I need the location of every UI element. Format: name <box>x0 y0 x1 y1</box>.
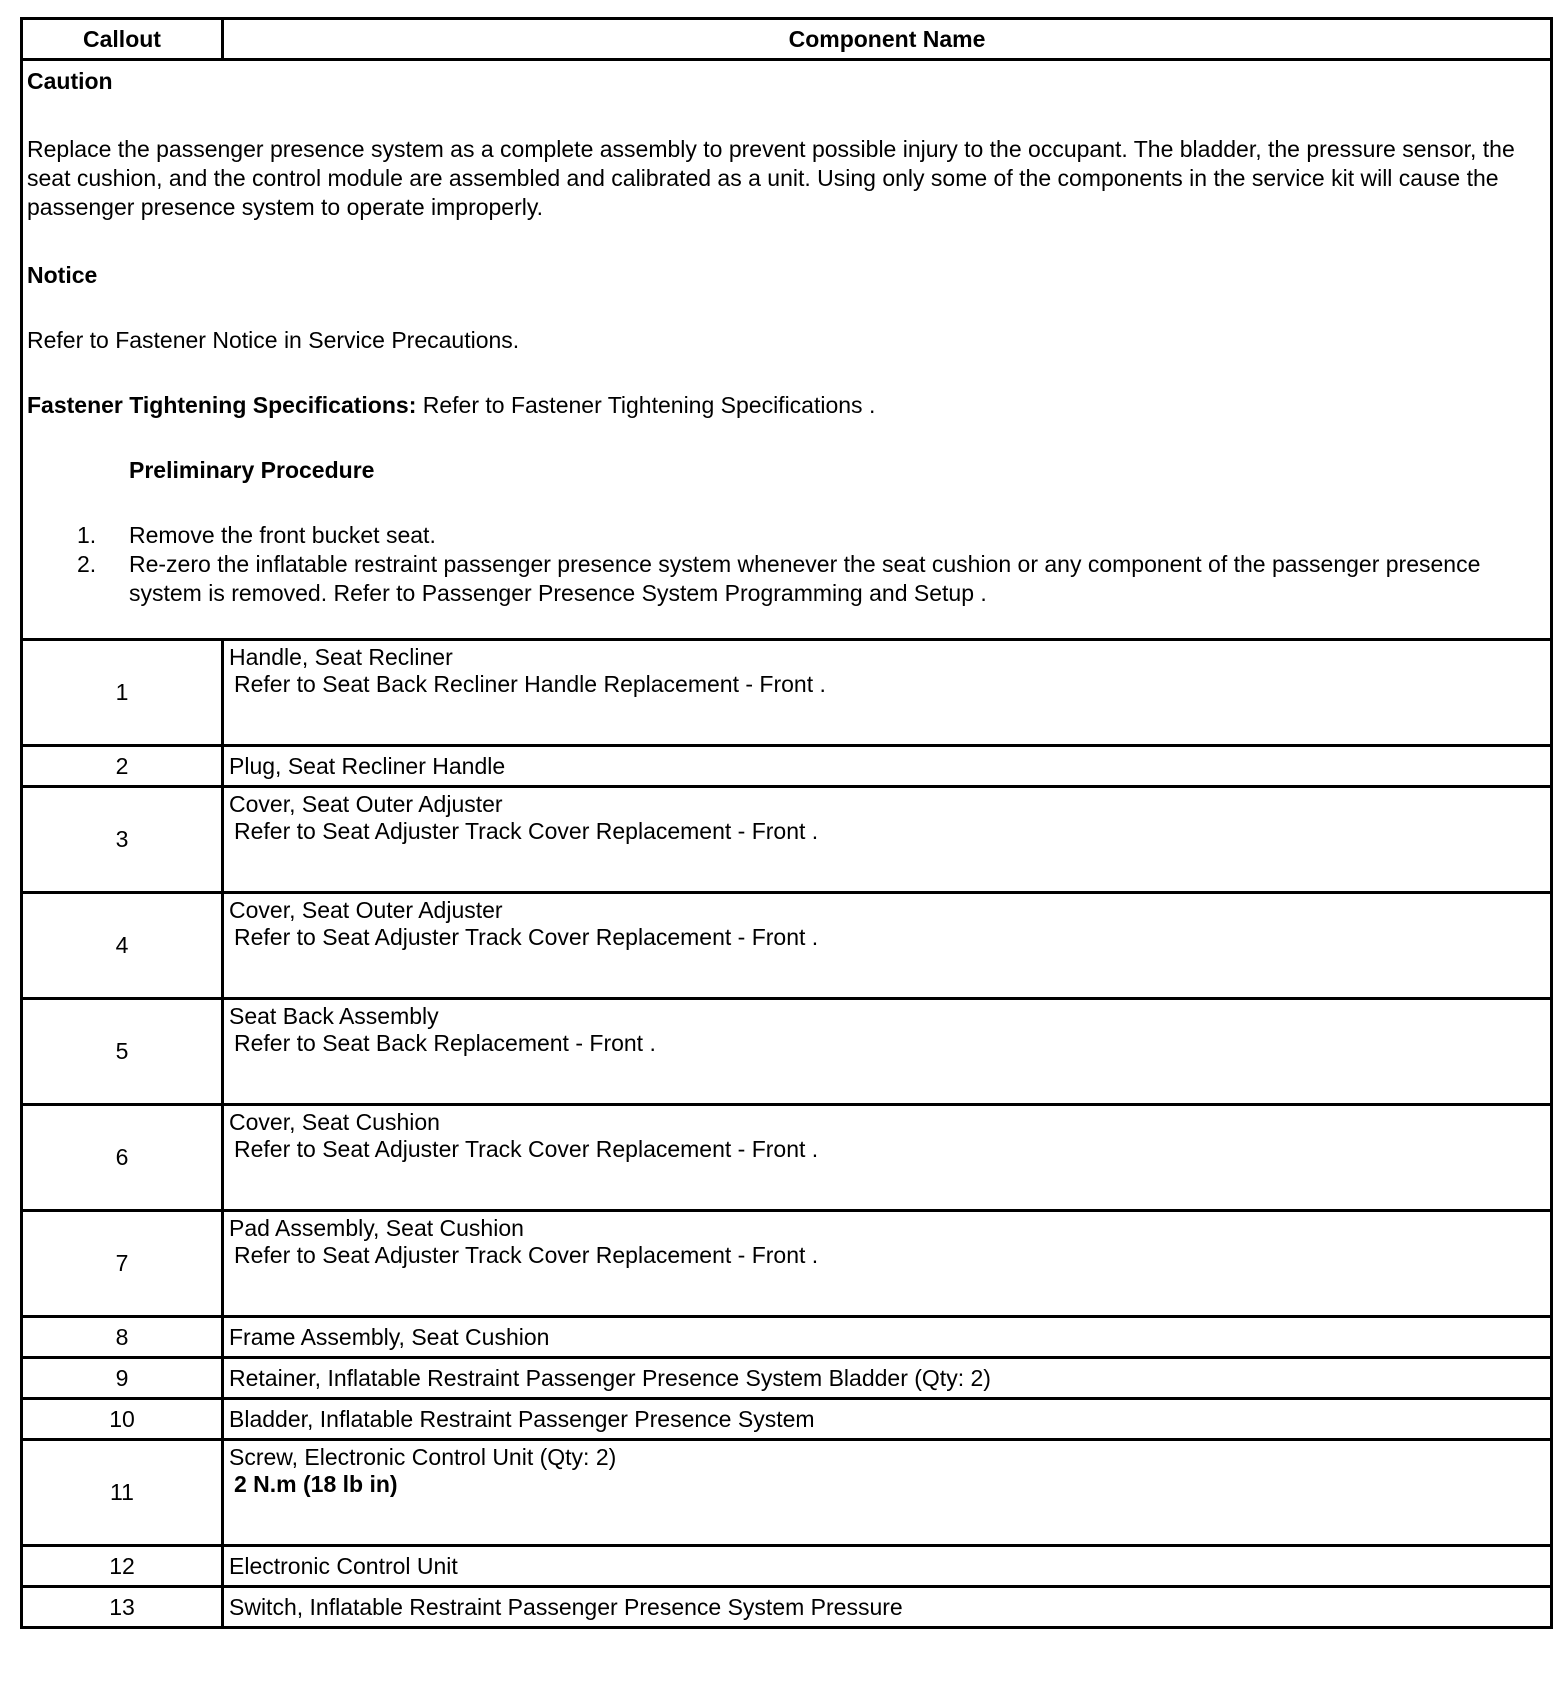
fastener-spec-label: Fastener Tightening Specifications: <box>27 392 417 418</box>
callout-cell: 3 <box>22 787 223 893</box>
component-cell <box>223 787 1552 893</box>
reference-link[interactable]: Refer to Seat Adjuster Track Cover Replacement - Front . <box>234 924 819 950</box>
list-item <box>27 521 1546 550</box>
table-row <box>22 1546 1552 1587</box>
component-name: Cover, Seat Outer Adjuster <box>229 791 503 817</box>
table-row <box>22 1317 1552 1358</box>
component-name: Frame Assembly, Seat Cushion <box>223 1317 1552 1358</box>
component-name-header: Component Name <box>223 19 1552 60</box>
component-cell <box>223 640 1552 746</box>
component-name: Plug, Seat Recliner Handle <box>223 746 1552 787</box>
notes-cell <box>22 60 1552 640</box>
notes-row <box>22 60 1552 640</box>
callout-cell: 4 <box>22 893 223 999</box>
component-name: Electronic Control Unit <box>223 1546 1552 1587</box>
table-row <box>22 1587 1552 1628</box>
component-cell <box>223 1105 1552 1211</box>
component-cell <box>223 1211 1552 1317</box>
callout-cell: 1 <box>22 640 223 746</box>
callout-cell: 12 <box>22 1546 223 1587</box>
step-text: Remove the front bucket seat. <box>129 522 436 548</box>
component-table-sheet <box>20 17 1550 1629</box>
component-name: Bladder, Inflatable Restraint Passenger Presence System <box>223 1399 1552 1440</box>
callout-cell: 6 <box>22 1105 223 1211</box>
step-number: 1. <box>77 522 97 548</box>
torque-spec: 2 N.m (18 lb in) <box>234 1471 398 1497</box>
component-name: Seat Back Assembly <box>229 1003 439 1029</box>
preliminary-procedure-title: Preliminary Procedure <box>129 457 375 483</box>
reference-link[interactable]: Refer to Seat Adjuster Track Cover Replacement - Front . <box>234 1242 819 1268</box>
reference-link[interactable]: Refer to Seat Adjuster Track Cover Replacement - Front . <box>234 1136 819 1162</box>
table-row <box>22 787 1552 893</box>
component-table <box>20 17 1553 1629</box>
list-item <box>27 550 1546 608</box>
table-row <box>22 999 1552 1105</box>
table-row <box>22 1440 1552 1546</box>
callout-cell: 13 <box>22 1587 223 1628</box>
fastener-spec-text: Refer to Fastener Tightening Specifications . <box>416 392 876 418</box>
fastener-spec-line <box>27 391 1546 420</box>
table-row <box>22 746 1552 787</box>
table-row <box>22 640 1552 746</box>
reference-link[interactable]: Refer to Seat Back Replacement - Front . <box>234 1030 656 1056</box>
table-row <box>22 1211 1552 1317</box>
component-name: Screw, Electronic Control Unit (Qty: 2) <box>229 1444 617 1470</box>
component-name: Pad Assembly, Seat Cushion <box>229 1215 524 1241</box>
component-name: Cover, Seat Cushion <box>229 1109 440 1135</box>
callout-cell: 11 <box>22 1440 223 1546</box>
component-name: Cover, Seat Outer Adjuster <box>229 897 503 923</box>
table-row <box>22 1105 1552 1211</box>
callout-cell: 10 <box>22 1399 223 1440</box>
table-row <box>22 1358 1552 1399</box>
table-row <box>22 893 1552 999</box>
component-cell <box>223 1440 1552 1546</box>
component-name: Switch, Inflatable Restraint Passenger Presence System Pressure <box>223 1587 1552 1628</box>
notice-text: Refer to Fastener Notice in Service Precautions. <box>27 327 520 353</box>
callout-cell: 7 <box>22 1211 223 1317</box>
callout-cell: 9 <box>22 1358 223 1399</box>
component-name: Retainer, Inflatable Restraint Passenger Presence System Bladder (Qty: 2) <box>223 1358 1552 1399</box>
component-cell <box>223 999 1552 1105</box>
preliminary-steps <box>27 521 1546 608</box>
callout-header: Callout <box>22 19 223 60</box>
callout-cell: 2 <box>22 746 223 787</box>
callout-cell: 5 <box>22 999 223 1105</box>
step-number: 2. <box>77 551 97 577</box>
component-cell <box>223 893 1552 999</box>
notice-title: Notice <box>27 262 98 288</box>
component-name: Handle, Seat Recliner <box>229 644 453 670</box>
caution-title: Caution <box>27 68 113 94</box>
step-text: Re-zero the inflatable restraint passenger presence system whenever the seat cushion or any component of the passenger presence system is removed. Refer to Passenger Presence System Programming and Setup . <box>129 551 1481 606</box>
reference-link[interactable]: Refer to Seat Back Recliner Handle Replacement - Front . <box>234 671 826 697</box>
table-header-row <box>22 19 1552 60</box>
table-row <box>22 1399 1552 1440</box>
callout-cell: 8 <box>22 1317 223 1358</box>
reference-link[interactable]: Refer to Seat Adjuster Track Cover Replacement - Front . <box>234 818 819 844</box>
caution-text: Replace the passenger presence system as a complete assembly to prevent possible injury to the occupant. The bladder, the pressure sensor, the seat cushion, and the control module are assembled and calibrated as a unit. Using only some of the components in the service kit will cause the passenger presence system to operate improperly. <box>27 136 1515 220</box>
